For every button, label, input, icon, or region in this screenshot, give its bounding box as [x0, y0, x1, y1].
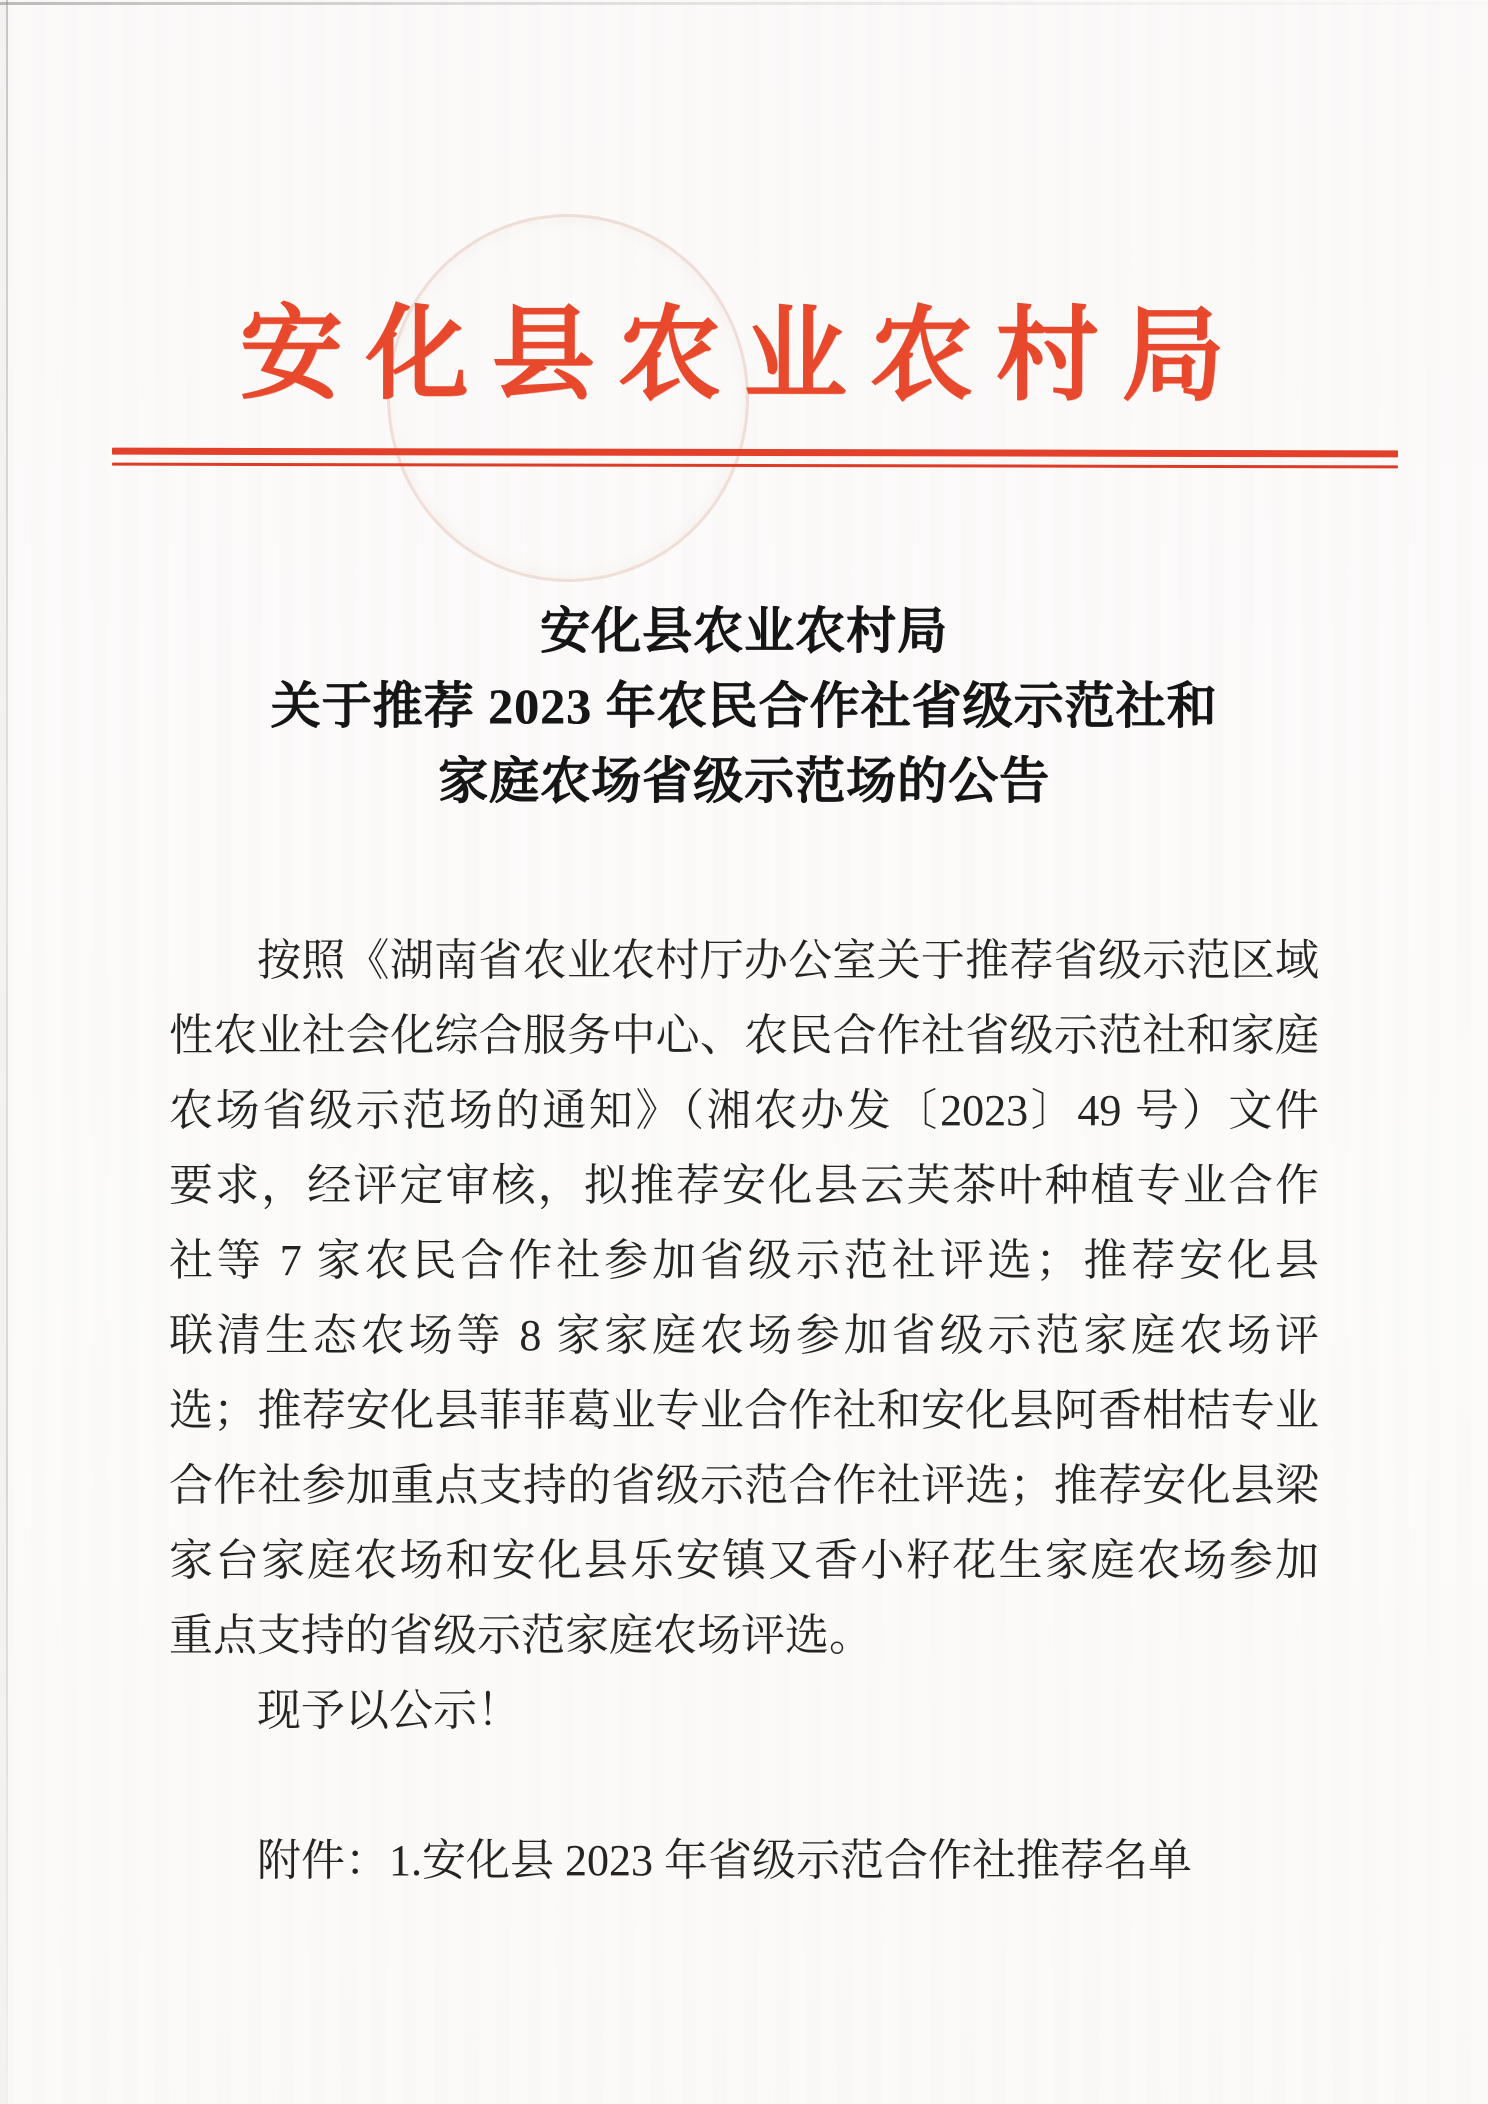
body-paragraph-line: 重点支持的省级示范家庭农场评选。	[169, 1611, 873, 1660]
body-paragraph-line: 农场省级示范场的通知》（湘农办发〔2023〕49 号）文件	[169, 1086, 1319, 1135]
document-title	[0, 594, 1488, 819]
document-title-line-3: 家庭农场省级示范场的公告	[438, 753, 1050, 809]
body-paragraph-line: 社等 7 家农民合作社参加省级示范社评选；推荐安化县	[169, 1236, 1319, 1285]
document-body	[169, 923, 1319, 1898]
letterhead-divider-thick-line	[112, 448, 1398, 458]
closing-statement: 现予以公示！	[257, 1686, 521, 1735]
body-paragraph-line: 家台家庭农场和安化县乐安镇又香小籽花生家庭农场参加	[169, 1536, 1319, 1585]
body-paragraph-line: 性农业社会化综合服务中心、农民合作社省级示范社和家庭	[169, 1011, 1319, 1060]
attachment-line: 附件：1.安化县 2023 年省级示范合作社推荐名单	[257, 1836, 1192, 1885]
body-paragraph-line: 联清生态农场等 8 家家庭农场参加省级示范家庭农场评	[169, 1311, 1319, 1360]
scan-left-edge-line	[6, 0, 8, 2104]
body-paragraph-line: 要求，经评定审核，拟推荐安化县云芙茶叶种植专业合作	[169, 1161, 1319, 1210]
scan-top-edge-line	[0, 2, 1488, 5]
body-paragraph-line: 合作社参加重点支持的省级示范合作社评选；推荐安化县梁	[169, 1461, 1319, 1510]
document-title-line-2: 关于推荐 2023 年农民合作社省级示范社和	[270, 678, 1218, 734]
letterhead-org-name: 安化县农业农村局	[239, 297, 1248, 415]
letterhead-divider-thin-line	[112, 463, 1398, 469]
letterhead-divider	[112, 448, 1398, 469]
document-title-line-1: 安化县农业农村局	[540, 603, 948, 659]
body-paragraph-line: 按照《湖南省农业农村厅办公室关于推荐省级示范区域	[257, 936, 1319, 985]
body-paragraph-line: 选；推荐安化县菲菲葛业专业合作社和安化县阿香柑桔专业	[169, 1386, 1319, 1435]
